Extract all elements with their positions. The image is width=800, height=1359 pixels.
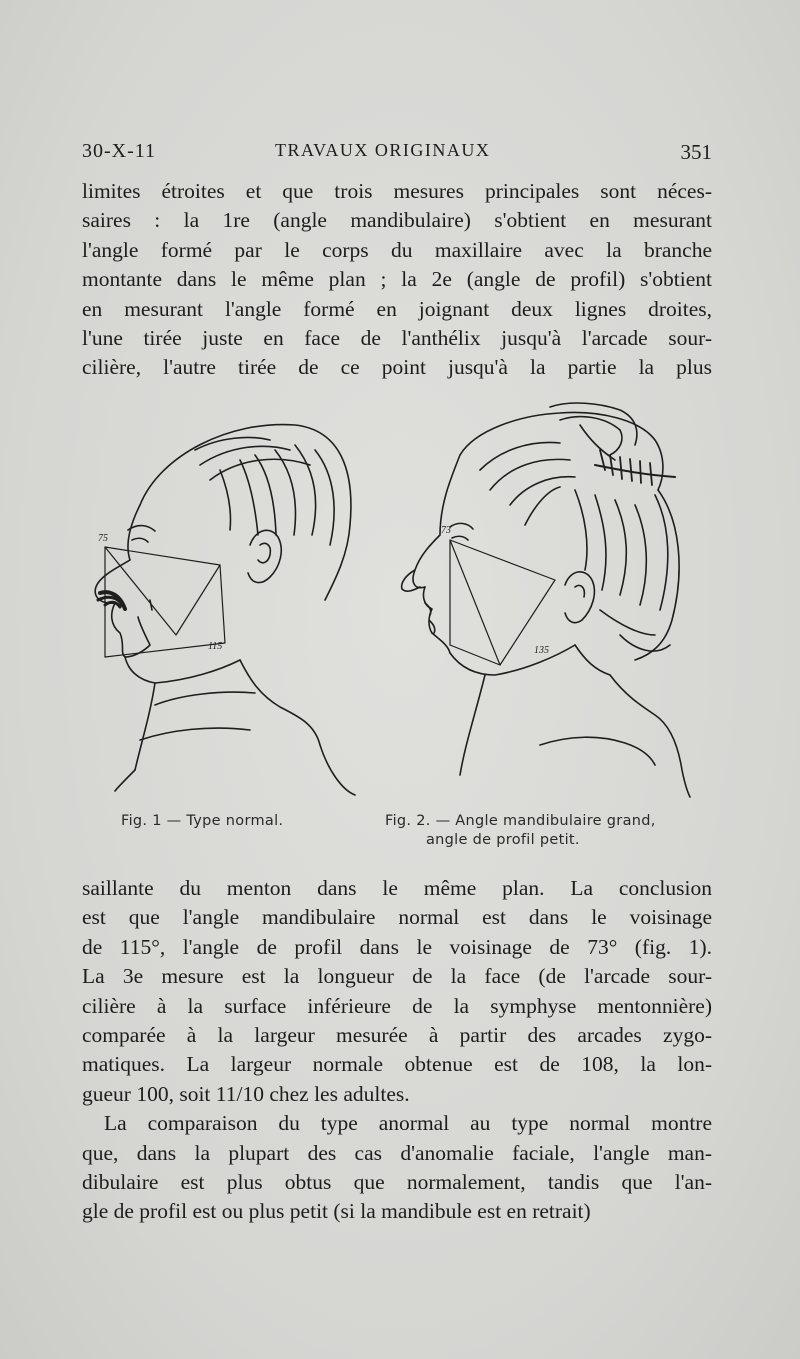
- text-line: gueur 100, soit 11/10 chez les adultes.: [82, 1081, 410, 1106]
- header-section-title: TRAVAUX ORIGINAUX: [275, 140, 491, 160]
- text-line: cilière à la surface inférieure de la symphyse mentonnière): [82, 993, 712, 1018]
- fig1-profile-drawing: [95, 425, 355, 795]
- text-line: que, dans la plupart des cas d'anomalie faciale, l'angle man-: [82, 1140, 712, 1165]
- text-line: saires : la 1re (angle mandibulaire) s'obtient en mesurant: [82, 208, 712, 233]
- paragraph-1: [82, 177, 712, 383]
- text-line: cilière, l'autre tirée de ce point jusqu'à la partie la plus: [82, 355, 712, 380]
- fig1-caption: Fig. 1 — Type normal.: [121, 813, 284, 829]
- fig2-caption-line1: Fig. 2. — Angle mandibulaire grand,: [385, 813, 656, 829]
- text-line: saillante du menton dans le même plan. La conclusion: [82, 876, 712, 900]
- text-line: montante dans le même plan ; la 2e (angle de profil) s'obtient: [82, 267, 712, 292]
- running-header: [82, 140, 712, 170]
- text-line: de 115°, l'angle de profil dans le voisinage de 73° (fig. 1).: [82, 934, 712, 959]
- text-line: dibulaire est plus obtus que normalement, tandis que l'an-: [82, 1170, 712, 1195]
- fig1-angle-label-top: 75: [98, 533, 108, 544]
- text-line: La comparaison du type anormal au type normal montre: [104, 1111, 712, 1136]
- text-line: l'une tirée juste en face de l'anthélix jusqu'à l'arcade sour-: [82, 326, 712, 351]
- text-line: comparée à la largeur mesurée à partir des arcades zygo-: [82, 1023, 712, 1048]
- text-line: limites étroites et que trois mesures principales sont néces-: [82, 179, 712, 203]
- text-line: matiques. La largeur normale obtenue est de 108, la lon-: [82, 1052, 712, 1077]
- text-line: La 3e mesure est la longueur de la face (de l'arcade sour-: [82, 964, 712, 989]
- paragraph-2-and-3: [82, 874, 712, 1227]
- fig2-caption: [385, 812, 685, 850]
- fig2-profile-drawing: [402, 403, 690, 797]
- header-date: 30-X-11: [82, 140, 157, 162]
- text-line: gle de profil est ou plus petit (si la mandibule est en retrait): [82, 1199, 591, 1224]
- fig2-angle-label-bottom: 135: [534, 645, 549, 656]
- fig1-angle-label-bottom: 115: [208, 641, 223, 652]
- text-line: l'angle formé par le corps du maxillaire avec la branche: [82, 237, 712, 262]
- text-line: en mesurant l'angle formé en joignant deux lignes droites,: [82, 296, 712, 321]
- text-line: est que l'angle mandibulaire normal est dans le voisinage: [82, 905, 712, 930]
- figures-illustration: [80, 395, 720, 855]
- fig2-caption-line2: angle de profil petit.: [426, 832, 580, 848]
- fig2-angle-label-top: 73: [441, 525, 451, 536]
- page-number: 351: [680, 140, 712, 164]
